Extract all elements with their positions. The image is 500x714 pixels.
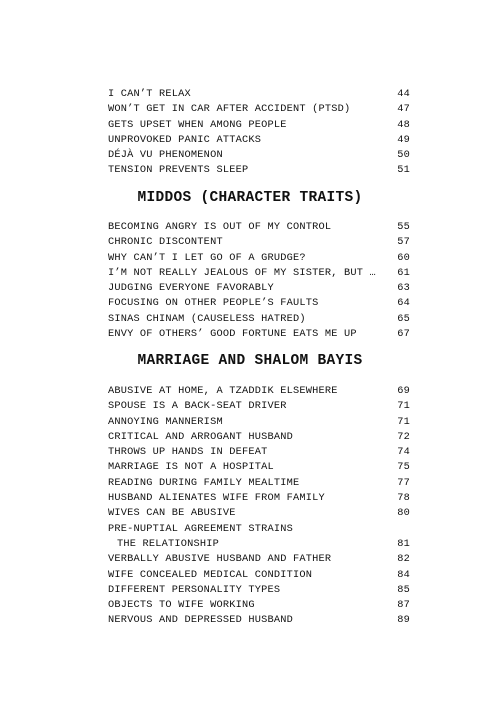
- entry-title: DÉJÀ VU PHENOMENON: [108, 149, 223, 162]
- toc-entry: [108, 384, 410, 399]
- entry-page: 87: [397, 599, 410, 612]
- toc-entry: [108, 583, 410, 598]
- section-heading-middos: MIDDOS (CHARACTER TRAITS): [137, 190, 363, 206]
- entry-title: CHRONIC DISCONTENT: [108, 236, 223, 249]
- toc-entry: [108, 312, 410, 327]
- entry-title: THROWS UP HANDS IN DEFEAT: [108, 446, 268, 459]
- toc-entry: [108, 415, 410, 430]
- entry-page: 78: [397, 492, 410, 505]
- entry-title: ENVY OF OTHERS’ GOOD FORTUNE EATS ME UP: [108, 328, 357, 341]
- toc-entry: [108, 552, 410, 567]
- entry-title: THE RELATIONSHIP: [117, 537, 220, 550]
- toc-entry: [108, 235, 410, 250]
- entry-title: JUDGING EVERYONE FAVORABLY: [108, 282, 274, 295]
- entry-page: 80: [397, 507, 410, 520]
- entry-title: BECOMING ANGRY IS OUT OF MY CONTROL: [108, 221, 332, 233]
- entry-title: SINAS CHINAM (CAUSELESS HATRED): [108, 312, 306, 325]
- entry-title: SPOUSE IS A BACK-SEAT DRIVER: [108, 400, 287, 413]
- entry-page: 89: [397, 614, 410, 627]
- toc-list-middos: [108, 220, 410, 342]
- toc-entry: [108, 220, 410, 235]
- entry-page: 67: [397, 328, 410, 341]
- entry-title: NERVOUS AND DEPRESSED HUSBAND: [108, 614, 293, 627]
- toc-entry: [108, 163, 410, 178]
- toc-entry: [108, 598, 410, 613]
- entry-page: 74: [397, 446, 410, 459]
- toc-entry: [108, 148, 410, 163]
- toc-entry: [108, 522, 410, 537]
- entry-title: DIFFERENT PERSONALITY TYPES: [108, 583, 281, 596]
- toc-entry: [108, 118, 410, 133]
- toc-entry: [108, 327, 410, 342]
- toc-entry: [108, 476, 410, 491]
- entry-title: ANNOYING MANNERISM: [108, 415, 223, 428]
- entry-page: 72: [397, 430, 410, 443]
- entry-title: FOCUSING ON OTHER PEOPLE’S FAULTS: [108, 297, 319, 310]
- toc-entry-continuation: [108, 537, 410, 552]
- entry-page: 65: [397, 312, 410, 325]
- entry-title: MARRIAGE IS NOT A HOSPITAL: [108, 461, 274, 474]
- entry-page: 71: [397, 400, 410, 413]
- entry-page: 48: [397, 118, 410, 131]
- entry-title: WIVES CAN BE ABUSIVE: [108, 507, 236, 520]
- toc-entry: [108, 491, 410, 506]
- toc-entry: [108, 613, 410, 628]
- toc-entry: [108, 460, 410, 475]
- toc-entry: [108, 568, 410, 583]
- entry-page: 60: [397, 251, 410, 264]
- entry-title: I’M NOT REALLY JEALOUS OF MY SISTER, BUT …: [108, 266, 376, 279]
- entry-page: 44: [397, 88, 410, 100]
- toc-entry: [108, 430, 410, 445]
- entry-title: UNPROVOKED PANIC ATTACKS: [108, 133, 262, 146]
- entry-title: WIFE CONCEALED MEDICAL CONDITION: [108, 568, 313, 581]
- entry-title: PRE-NUPTIAL AGREEMENT STRAINS: [108, 522, 293, 535]
- entry-title: READING DURING FAMILY MEALTIME: [108, 476, 300, 489]
- entry-title: ABUSIVE AT HOME, A TZADDIK ELSEWHERE: [108, 385, 338, 397]
- toc-entry: [108, 133, 410, 148]
- toc-entry: [108, 251, 410, 266]
- entry-page: 51: [397, 164, 410, 177]
- toc-list-top: [108, 87, 410, 179]
- entry-page: 61: [397, 266, 410, 279]
- entry-page: 64: [397, 297, 410, 310]
- entry-page: 63: [397, 282, 410, 295]
- entry-page: 75: [397, 461, 410, 474]
- toc-entry: [108, 102, 410, 117]
- entry-title: HUSBAND ALIENATES WIFE FROM FAMILY: [108, 492, 325, 505]
- entry-title: OBJECTS TO WIFE WORKING: [108, 599, 255, 612]
- entry-page: 84: [397, 568, 410, 581]
- section-heading-marriage: MARRIAGE AND SHALOM BAYIS: [137, 353, 363, 369]
- entry-title: TENSION PREVENTS SLEEP: [108, 164, 249, 177]
- entry-title: GETS UPSET WHEN AMONG PEOPLE: [108, 118, 287, 131]
- toc-list-marriage: [108, 384, 410, 629]
- entry-page: 57: [397, 236, 410, 249]
- entry-page: 81: [397, 537, 410, 550]
- entry-page: 50: [397, 149, 410, 162]
- entry-page: 71: [397, 415, 410, 428]
- entry-title: I CAN’T RELAX: [108, 88, 191, 100]
- toc-entry: [108, 296, 410, 311]
- entry-page: 85: [397, 583, 410, 596]
- entry-title: WON’T GET IN CAR AFTER ACCIDENT (PTSD): [108, 103, 351, 116]
- toc-entry: [108, 87, 410, 102]
- toc-entry: [108, 281, 410, 296]
- entry-page: 77: [397, 476, 410, 489]
- entry-page: 49: [397, 133, 410, 146]
- entry-page: 69: [397, 385, 410, 397]
- toc-entry: [108, 506, 410, 521]
- entry-page: 55: [397, 221, 410, 233]
- entry-title: WHY CAN’T I LET GO OF A GRUDGE?: [108, 251, 306, 264]
- toc-entry: [108, 399, 410, 414]
- entry-title: VERBALLY ABUSIVE HUSBAND AND FATHER: [108, 553, 332, 566]
- entry-page: 47: [397, 103, 410, 116]
- toc-entry: [108, 266, 410, 281]
- entry-page: 82: [397, 553, 410, 566]
- toc-entry: [108, 445, 410, 460]
- entry-title: CRITICAL AND ARROGANT HUSBAND: [108, 430, 293, 443]
